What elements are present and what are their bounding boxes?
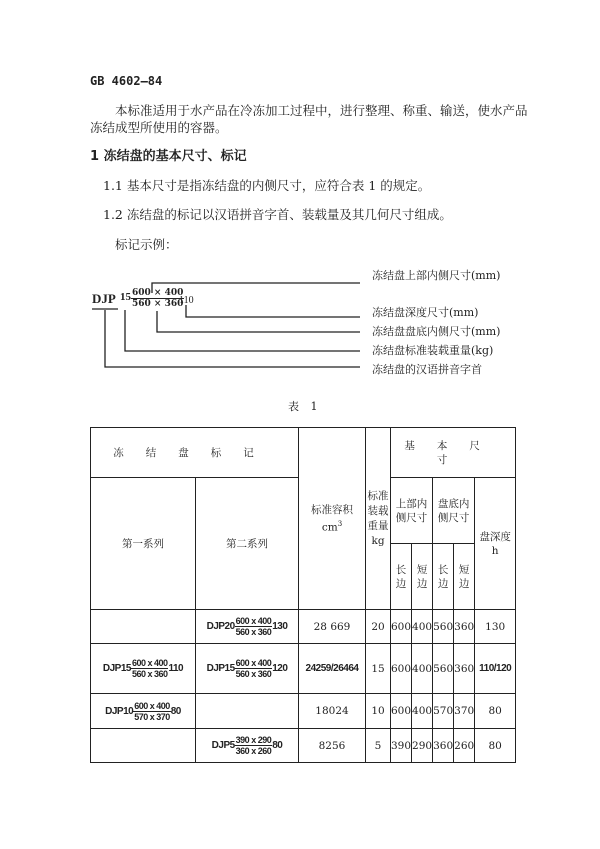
header-basic-dims: 基本尺寸 (391, 428, 516, 478)
mark-bottom-dims: 360 x 260 (235, 746, 272, 756)
cell-load: 20 (366, 610, 391, 644)
standard-code: GB 4602—84 (90, 74, 163, 88)
cell-bottom-short: 260 (454, 729, 475, 763)
label-load: 冻结盘标准装载重量(kg) (372, 344, 494, 357)
cell-bottom-long: 560 (433, 610, 454, 644)
header-volume: 标准容积 $cm^3$ (299, 428, 366, 610)
diagram-letters: DJP (92, 291, 116, 306)
header-long: 长边 (391, 544, 412, 610)
cell-top-short: 400 (412, 610, 433, 644)
mark-bottom-dims: 560 x 360 (131, 669, 168, 679)
mark-prefix: DJP20 (206, 621, 235, 633)
cell-top-long: 600 (391, 610, 412, 644)
label-top-inner: 冻结盘上部内侧尺寸(mm) (372, 269, 501, 282)
cell-series2 (196, 644, 299, 694)
cell-volume: 24259/26464 (299, 644, 366, 694)
clause-1-1: 1.1 基本尺寸是指冻结盘的内侧尺寸，应符合表 1 的规定。 (103, 178, 431, 193)
example-label: 标记示例： (115, 237, 178, 252)
cell-top-long: 600 (391, 694, 412, 729)
diagram-depth: 110 (179, 295, 194, 306)
cell-bottom-long: 560 (433, 644, 454, 694)
cell-depth: 130 (475, 610, 516, 644)
cell-series1 (91, 610, 196, 644)
label-bottom-inner: 冻结盘盘底内侧尺寸(mm) (372, 325, 501, 338)
mark-prefix: DJP5 (211, 740, 235, 752)
intro-paragraph-line1: 本标准适用于水产品在冷冻加工过程中，进行整理、称重、输送，使水产品 (115, 103, 528, 118)
table-row (91, 694, 516, 729)
cell-load: 10 (366, 694, 391, 729)
cell-top-short: 290 (412, 729, 433, 763)
cell-series1 (91, 694, 196, 729)
header-bottom-inner: 盘底内侧尺寸 (433, 478, 475, 544)
header-short: 短边 (454, 544, 475, 610)
header-long: 长边 (433, 544, 454, 610)
mark-prefix: DJP15 (206, 663, 235, 675)
marking-diagram-lines (0, 0, 600, 400)
mark-prefix: DJP10 (105, 705, 134, 717)
mark-top-dims: 600 x 400 (131, 658, 168, 668)
cell-top-short: 400 (412, 694, 433, 729)
table-caption: 表 1 (288, 400, 322, 413)
section-heading: 1 冻结盘的基本尺寸、标记 (90, 149, 247, 164)
cell-depth: 110/120 (475, 644, 516, 694)
mark-top-dims: 600 x 400 (235, 616, 272, 626)
diagram-load: 15 (120, 291, 131, 303)
cell-bottom-short: 370 (454, 694, 475, 729)
cell-series2 (196, 694, 299, 729)
cell-load: 5 (366, 729, 391, 763)
mark-depth: 130 (272, 621, 288, 633)
cell-load: 15 (366, 644, 391, 694)
diagram-fraction (131, 288, 184, 309)
mark-depth: 80 (272, 740, 283, 752)
mark-top-dims: 600 x 400 (134, 700, 170, 711)
cell-volume: 18024 (299, 694, 366, 729)
table-row (91, 610, 516, 644)
cell-series1 (91, 729, 196, 763)
cell-bottom-short: 360 (454, 644, 475, 694)
diagram-bottom-dims: 560 × 360 (132, 299, 184, 309)
label-pinyin: 冻结盘的汉语拼音字首 (372, 363, 482, 376)
mark-depth: 120 (272, 663, 288, 675)
cell-series1 (91, 644, 196, 694)
header-series1: 第一系列 (91, 478, 196, 610)
cell-series2 (196, 729, 299, 763)
mark-depth: 80 (170, 705, 181, 717)
cell-bottom-short: 360 (454, 610, 475, 644)
header-top-inner: 上部内侧尺寸 (391, 478, 433, 544)
mark-bottom-dims: 560 x 360 (235, 627, 272, 637)
clause-1-2: 1.2 冻结盘的标记以汉语拼音字首、装载量及其几何尺寸组成。 (103, 207, 452, 222)
intro-paragraph-line2: 冻结成型所使用的容器。 (90, 120, 228, 135)
cell-volume: 8256 (299, 729, 366, 763)
cell-depth: 80 (475, 729, 516, 763)
mark-top-dims: 600 x 400 (235, 658, 272, 668)
label-depth: 冻结盘深度尺寸(mm) (372, 306, 479, 319)
diagram-top-dims: 600 × 400 (132, 288, 184, 298)
mark-top-dims: 390 x 290 (235, 735, 272, 745)
header-series2: 第二系列 (196, 478, 299, 610)
cell-bottom-long: 360 (433, 729, 454, 763)
cell-bottom-long: 570 (433, 694, 454, 729)
cell-series2 (196, 610, 299, 644)
mark-bottom-dims: 560 x 360 (235, 669, 272, 679)
mark-prefix: DJP15 (102, 663, 131, 675)
header-depth: 盘深度 h (475, 478, 516, 610)
mark-depth: 110 (168, 663, 184, 675)
dimensions-table (90, 427, 516, 763)
header-load: 标准装载重量 kg (366, 428, 391, 610)
table-row (91, 644, 516, 694)
header-short: 短边 (412, 544, 433, 610)
cell-top-long: 600 (391, 644, 412, 694)
cell-depth: 80 (475, 694, 516, 729)
table-row (91, 729, 516, 763)
header-marking: 冻结盘标记 (91, 428, 299, 478)
cell-volume: 28 669 (299, 610, 366, 644)
mark-bottom-dims: 570 x 370 (134, 711, 170, 722)
cell-top-long: 390 (391, 729, 412, 763)
cell-top-short: 400 (412, 644, 433, 694)
